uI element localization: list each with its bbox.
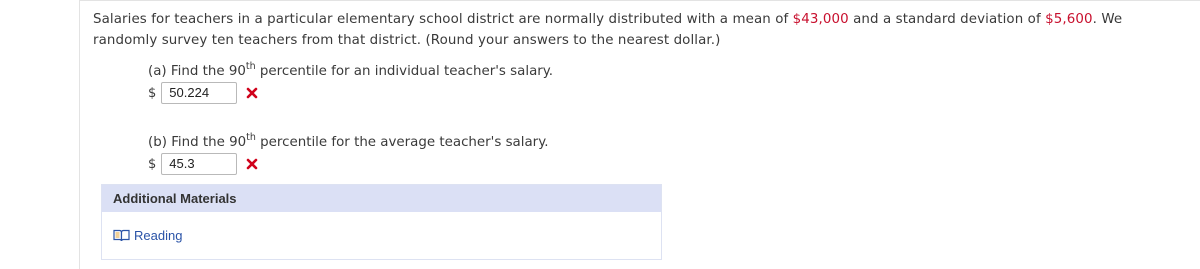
part-b-prompt [148, 134, 548, 152]
currency-symbol: $ [148, 156, 157, 172]
part-b-answer-row [148, 153, 258, 175]
part-a-answer-input[interactable]: 50.224 [161, 82, 237, 104]
question-text-1: Salaries for teachers in a particular elementary school district are normally distributed with a mean of [93, 12, 793, 27]
part-a-label-pre: (a) Find the 90 [148, 64, 246, 79]
mean-value: $43,000 [792, 12, 849, 27]
additional-materials-header: Additional Materials [102, 185, 661, 212]
reading-link[interactable] [113, 228, 182, 243]
sd-value: $5,600 [1045, 12, 1093, 27]
reading-link-label: Reading [134, 228, 183, 243]
currency-symbol: $ [148, 85, 157, 101]
additional-materials-panel [101, 184, 662, 260]
question-text [93, 9, 1173, 51]
red-x-icon [246, 87, 258, 99]
book-icon [113, 229, 130, 242]
part-b-answer-input[interactable]: 45.3 [161, 153, 237, 175]
part-b-label-sup: th [246, 132, 256, 143]
part-a-label-sup: th [245, 61, 256, 72]
part-b-label-pre: (b) Find the 90 [148, 135, 247, 150]
part-a-answer-row [148, 82, 258, 104]
part-a-label-post: percentile for an individual teacher's salary. [255, 64, 554, 79]
red-x-icon [246, 158, 258, 170]
question-text-3: . We randomly survey ten teachers from that district. (Round your answers to the nearest dollar.) [93, 12, 1123, 48]
part-b-label-post: percentile for the average teacher's salary. [255, 135, 549, 150]
question-text-2: and a standard deviation of [848, 12, 1046, 27]
part-a-prompt [148, 63, 553, 81]
